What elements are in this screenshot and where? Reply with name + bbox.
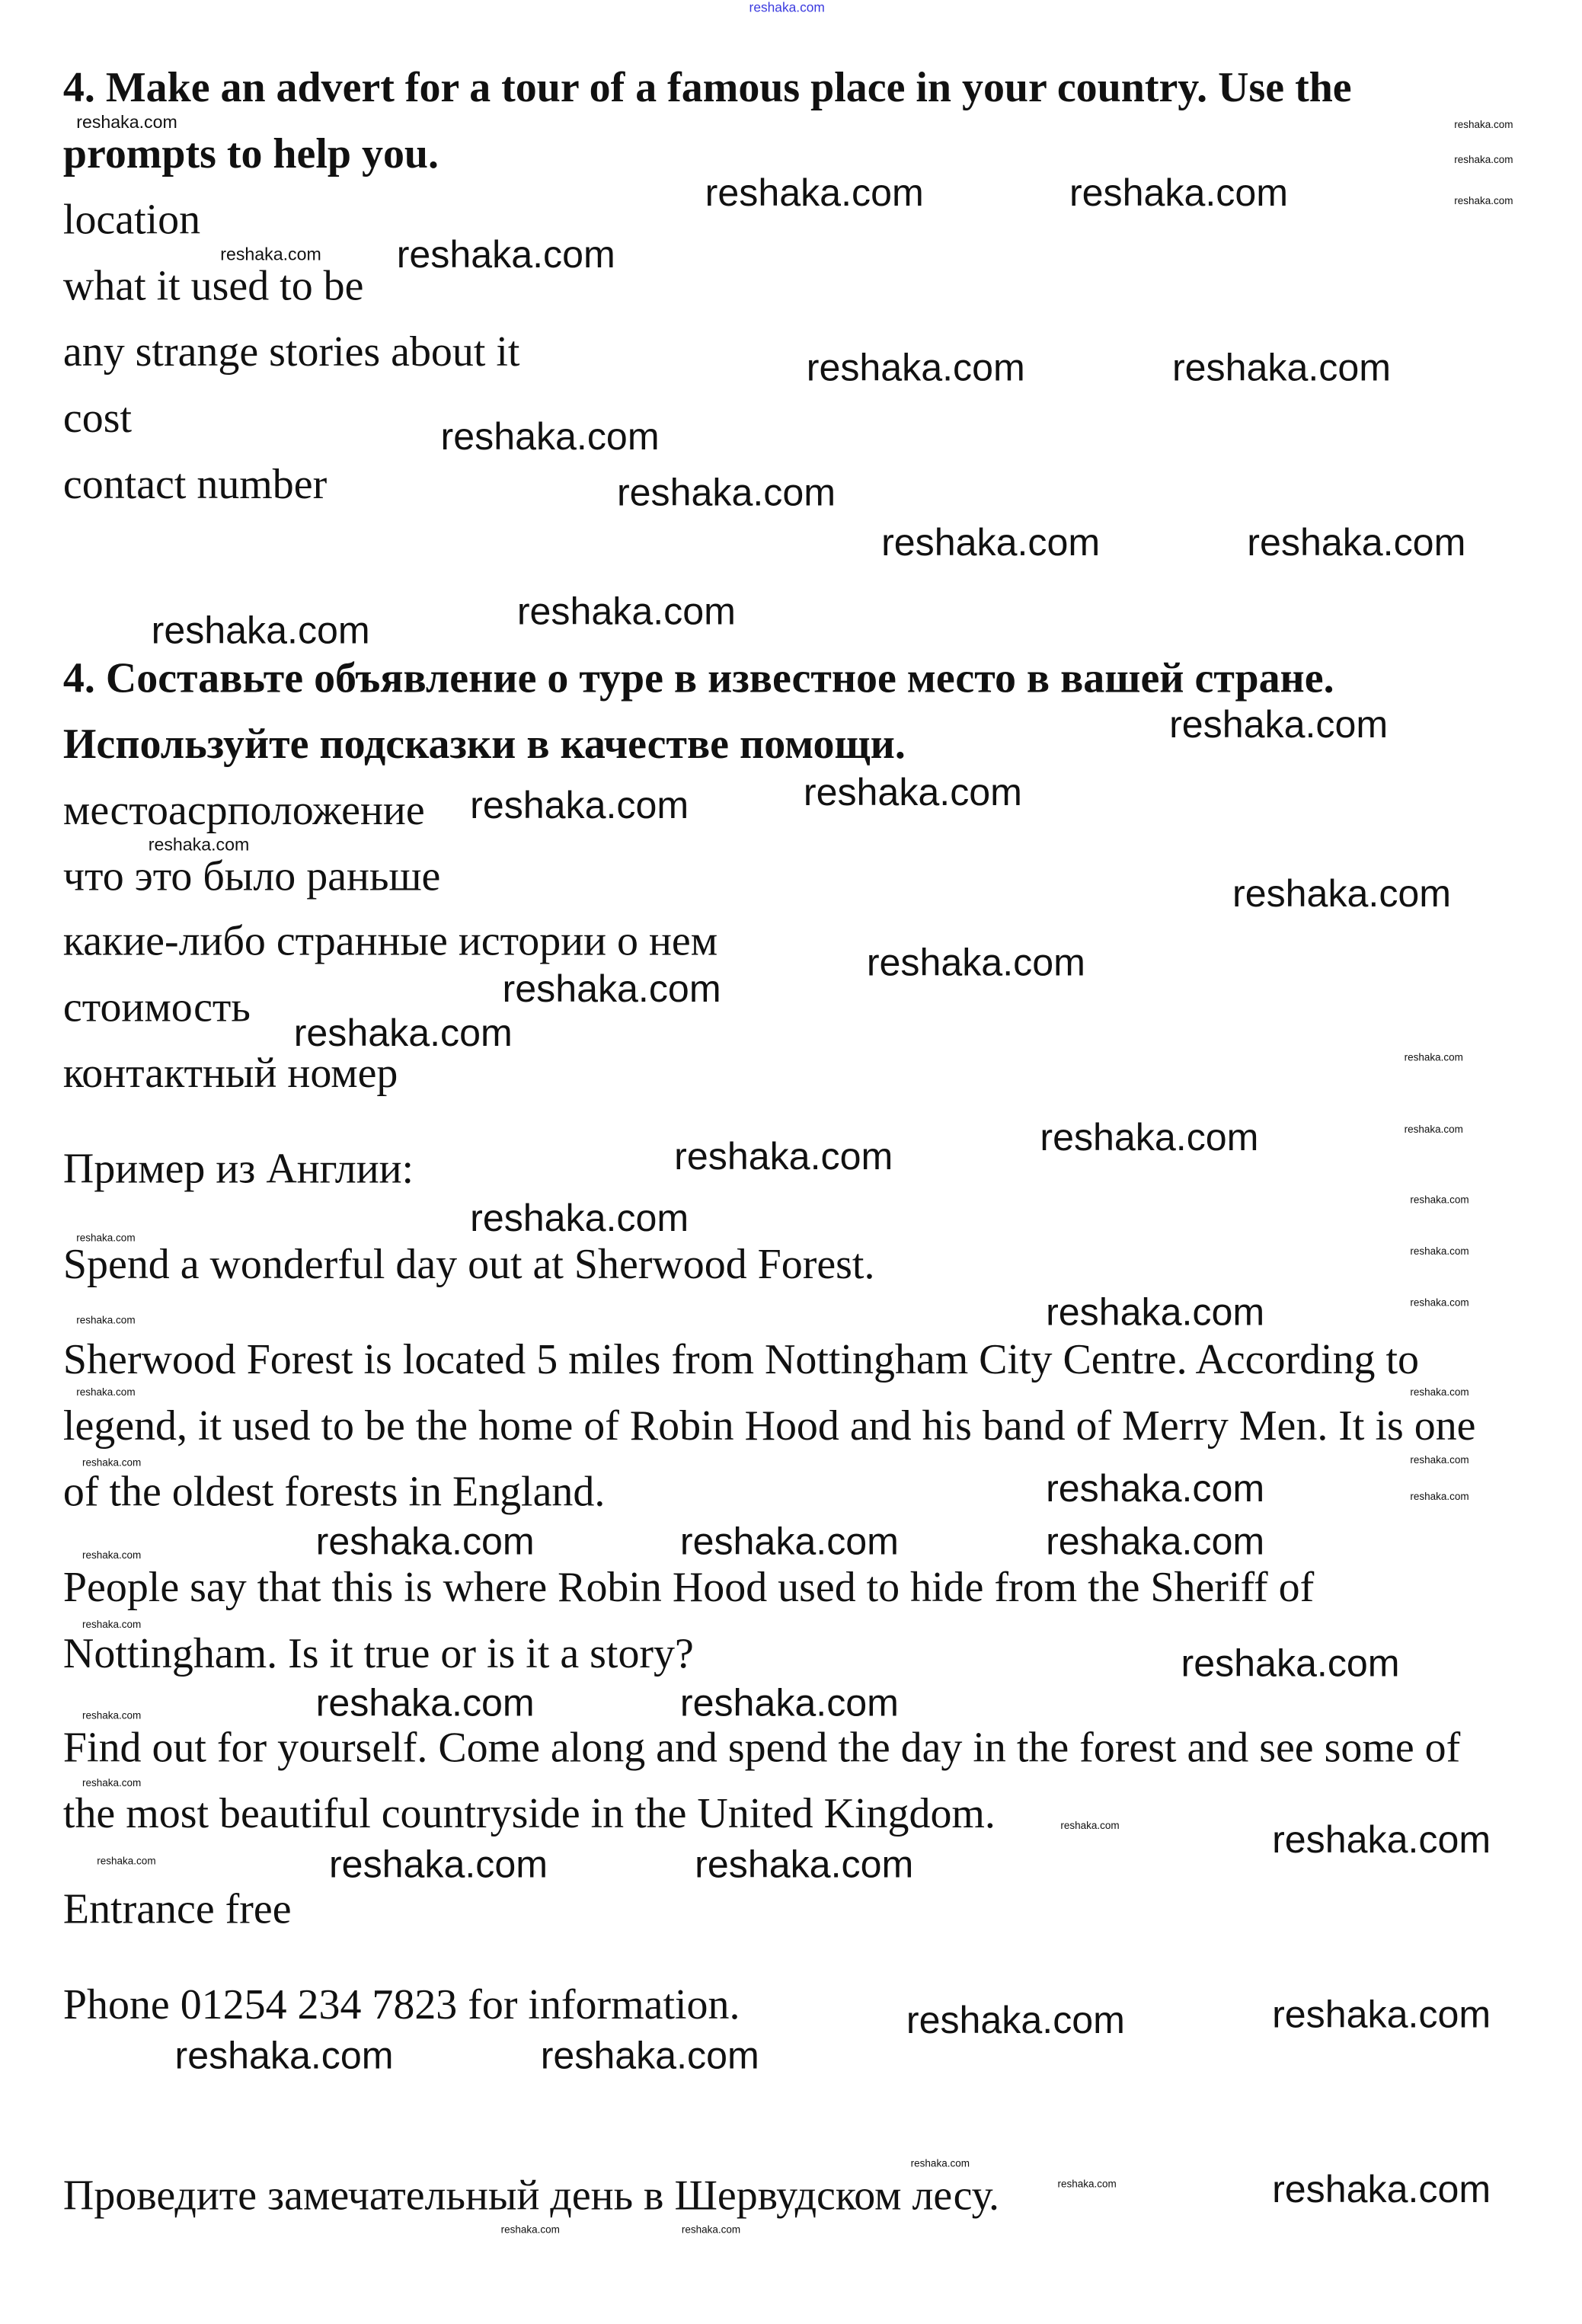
prompt-ru: что это было раньше <box>62 853 441 901</box>
watermark: reshaka.com <box>1410 1195 1469 1207</box>
watermark: reshaka.com <box>1410 1298 1469 1309</box>
watermark: reshaka.com <box>76 1388 136 1399</box>
example-line: Spend a wonderful day out at Sherwood Forest. <box>62 1241 875 1289</box>
example-line: People say that this is where Robin Hood used to hide from the Sheriff of <box>62 1564 1315 1612</box>
watermark: reshaka.com <box>866 940 1085 985</box>
watermark: reshaka.com <box>1057 2179 1117 2191</box>
watermark: reshaka.com <box>803 769 1022 814</box>
watermark: reshaka.com <box>906 1997 1125 2042</box>
watermark: reshaka.com <box>695 1842 914 1887</box>
watermark: reshaka.com <box>1060 1821 1120 1832</box>
watermark: reshaka.com <box>502 966 721 1011</box>
example-line: Sherwood Forest is located 5 miles from Nottingham City Centre. According to <box>62 1336 1419 1384</box>
watermark: reshaka.com <box>1046 1290 1265 1335</box>
prompt-en: location <box>62 197 201 245</box>
watermark: reshaka.com <box>328 1842 548 1887</box>
translation-line: Проведите замечательный день в Шервудском лесу. <box>62 2172 1000 2220</box>
watermark: reshaka.com <box>174 2033 394 2077</box>
example-label: Пример из Англии: <box>62 1146 414 1193</box>
watermark: reshaka.com <box>1410 1492 1469 1503</box>
watermark: reshaka.com <box>1247 519 1466 564</box>
watermark: reshaka.com <box>806 345 1025 390</box>
watermark: reshaka.com <box>500 2225 560 2236</box>
example-line: of the oldest forests in England. <box>62 1469 606 1517</box>
watermark: reshaka.com <box>470 782 689 827</box>
example-line: Nottingham. Is it true or is it a story? <box>62 1630 694 1678</box>
watermark: reshaka.com <box>81 1459 142 1469</box>
watermark: reshaka.com <box>1404 1125 1463 1136</box>
task-heading-en-line2: prompts to help you. <box>62 130 439 178</box>
prompt-en: contact number <box>62 461 328 509</box>
watermark: reshaka.com <box>674 1133 893 1178</box>
watermark: reshaka.com <box>1410 1247 1469 1258</box>
watermark: reshaka.com <box>97 1856 156 1868</box>
watermark: reshaka.com <box>81 1551 142 1562</box>
watermark: reshaka.com <box>1272 1992 1491 2036</box>
watermark: reshaka.com <box>749 0 825 15</box>
watermark: reshaka.com <box>81 1711 142 1722</box>
prompt-en: what it used to be <box>62 263 364 310</box>
watermark: reshaka.com <box>1272 2166 1491 2211</box>
watermark: reshaka.com <box>315 1680 535 1725</box>
watermark: reshaka.com <box>148 834 250 855</box>
watermark: reshaka.com <box>910 2159 970 2170</box>
watermark: reshaka.com <box>516 589 736 634</box>
task-heading-ru-line2: Используйте подсказки в качестве помощи. <box>62 721 906 769</box>
watermark: reshaka.com <box>679 1519 899 1563</box>
watermark: reshaka.com <box>396 232 615 277</box>
prompt-en: any strange stories about it <box>62 328 520 376</box>
watermark: reshaka.com <box>881 519 1101 564</box>
watermark: reshaka.com <box>1181 1641 1400 1685</box>
watermark: reshaka.com <box>540 2033 759 2077</box>
watermark: reshaka.com <box>1410 1388 1469 1399</box>
watermark: reshaka.com <box>76 111 177 133</box>
watermark: reshaka.com <box>315 1519 535 1563</box>
watermark: reshaka.com <box>1404 1053 1463 1064</box>
watermark: reshaka.com <box>81 1620 142 1631</box>
watermark: reshaka.com <box>76 1233 136 1245</box>
example-line: Phone 01254 234 7823 for information. <box>62 1981 740 2029</box>
watermark: reshaka.com <box>220 244 321 265</box>
example-line: Entrance free <box>62 1886 292 1933</box>
watermark: reshaka.com <box>470 1195 689 1240</box>
watermark: reshaka.com <box>1046 1519 1265 1563</box>
watermark: reshaka.com <box>1232 871 1452 916</box>
example-line: legend, it used to be the home of Robin Hood and his band of Merry Men. It is one <box>62 1402 1476 1450</box>
watermark: reshaka.com <box>440 414 660 459</box>
prompt-ru: какие-либо странные истории о нем <box>62 918 718 966</box>
watermark: reshaka.com <box>681 2225 741 2236</box>
watermark: reshaka.com <box>1171 345 1391 390</box>
prompt-ru: контактный номер <box>62 1050 398 1098</box>
task-heading-ru-line1: 4. Составьте объявление о туре в известное место в вашей стране. <box>62 655 1334 702</box>
watermark: reshaka.com <box>1069 170 1288 215</box>
prompt-ru: местоасрположение <box>62 787 425 835</box>
watermark: reshaka.com <box>1040 1114 1259 1159</box>
watermark: reshaka.com <box>1454 155 1513 166</box>
watermark: reshaka.com <box>81 1779 142 1789</box>
watermark: reshaka.com <box>1454 197 1513 207</box>
watermark: reshaka.com <box>1169 702 1389 746</box>
watermark: reshaka.com <box>1454 120 1513 131</box>
example-line: the most beautiful countryside in the United Kingdom. <box>62 1790 996 1838</box>
prompt-en: cost <box>62 395 133 443</box>
example-line: Find out for yourself. Come along and spend the day in the forest and see some of <box>62 1725 1461 1772</box>
watermark: reshaka.com <box>151 608 370 653</box>
watermark: reshaka.com <box>1046 1466 1265 1510</box>
watermark: reshaka.com <box>293 1010 513 1055</box>
watermark: reshaka.com <box>616 470 836 514</box>
watermark: reshaka.com <box>1410 1456 1469 1466</box>
watermark: reshaka.com <box>679 1680 899 1725</box>
task-heading-en-line1: 4. Make an advert for a tour of a famous place in your country. Use the <box>62 64 1352 112</box>
watermark: reshaka.com <box>76 1315 136 1327</box>
watermark: reshaka.com <box>1272 1817 1491 1862</box>
watermark: reshaka.com <box>705 170 924 215</box>
prompt-ru: стоимость <box>62 984 251 1031</box>
